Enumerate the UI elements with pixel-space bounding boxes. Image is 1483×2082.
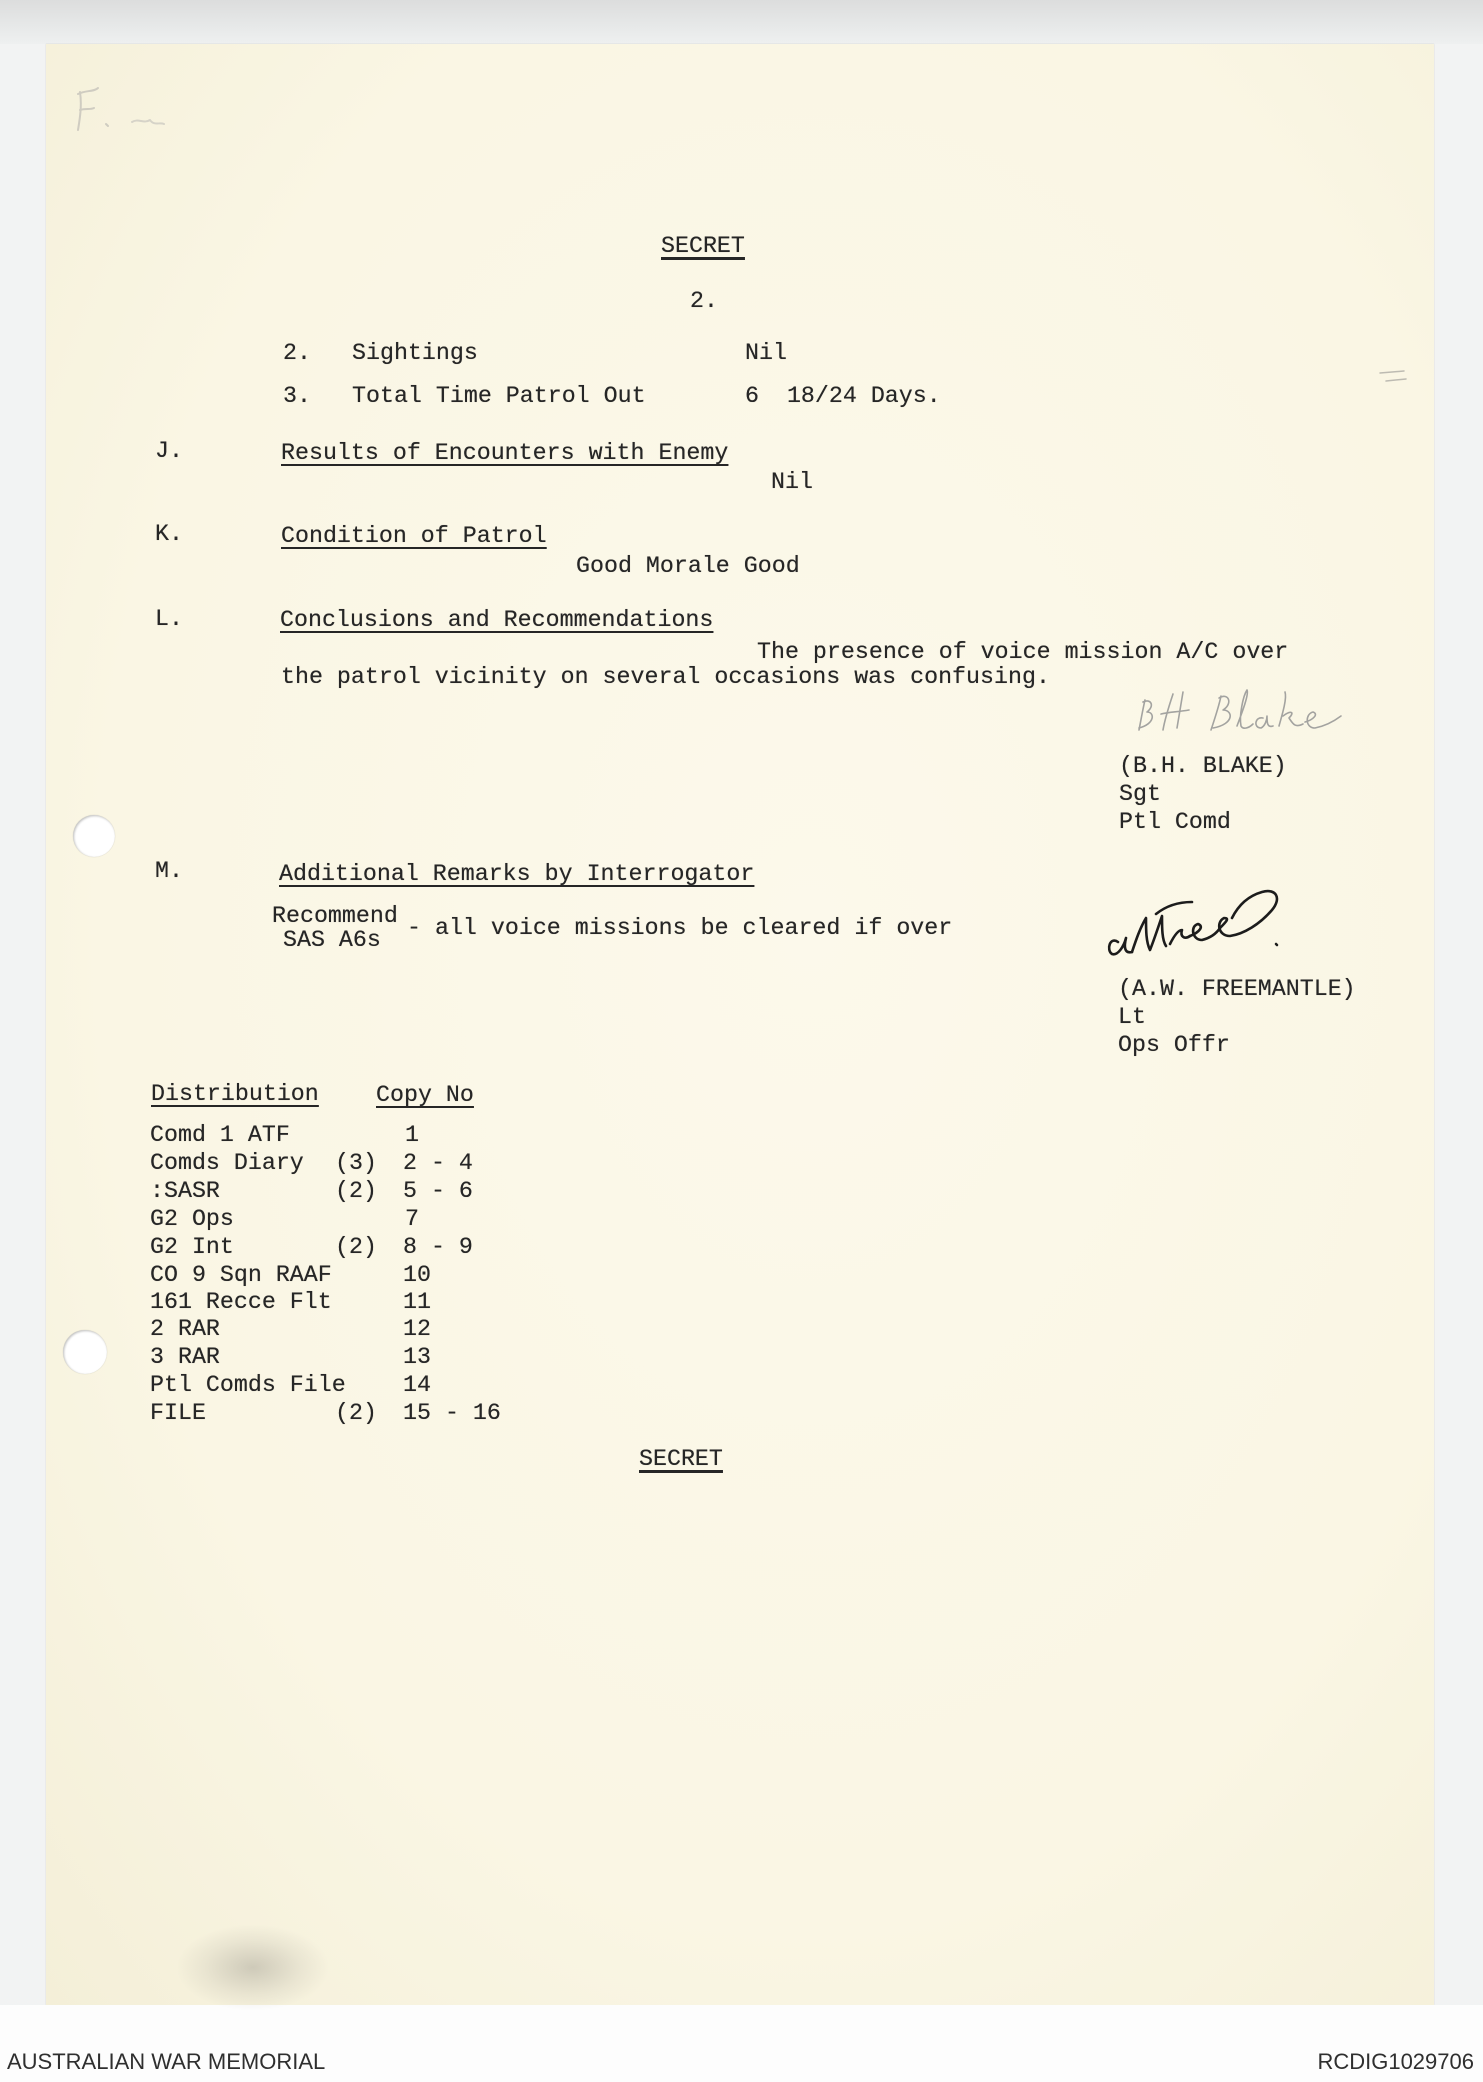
section-letter-j: J. [155,438,183,464]
distribution-recipient: Comd 1 ATF [150,1122,290,1148]
section-heading-condition: Condition of Patrol [281,523,547,549]
distribution-recipient: 3 RAR [150,1344,220,1370]
classification-bottom: SECRET [639,1446,723,1472]
punch-hole [63,1330,107,1374]
distribution-copy: 5 - 6 [403,1178,473,1204]
distribution-count: (2) [335,1234,377,1260]
freemantle-signature [1104,884,1294,964]
distribution-copy: 14 [403,1372,431,1398]
distribution-recipient: 2 RAR [150,1316,220,1342]
distribution-copy: 1 [405,1122,419,1148]
section-text-remarks-line: Recommend [272,903,398,929]
classification-top: SECRET [661,233,745,259]
signatory-name: (B.H. BLAKE) [1119,753,1287,779]
distribution-copy: 15 - 16 [403,1400,501,1426]
distribution-count: (3) [335,1150,377,1176]
distribution-copy: 2 - 4 [403,1150,473,1176]
institution-credit: AUSTRALIAN WAR MEMORIAL [7,2049,326,2074]
record-id: RCDIG1029706 [1317,2049,1474,2074]
section-letter-m: M. [155,858,183,884]
section-text-remarks-line: - all voice missions be cleared if over [407,915,953,941]
scanner-margin-top [0,0,1483,44]
distribution-copy: 12 [403,1316,431,1342]
distribution-recipient: CO 9 Sqn RAAF [150,1262,332,1288]
section-heading-encounters: Results of Encounters with Enemy [281,440,729,466]
distribution-recipient: 161 Recce Flt [150,1289,332,1315]
distribution-copy: 10 [403,1262,431,1288]
distribution-copy: 13 [403,1344,431,1370]
distribution-copy: 7 [405,1206,419,1232]
paper-smudge [178,1925,328,2010]
distribution-heading: Distribution [151,1081,319,1107]
distribution-recipient: Ptl Comds File [150,1372,346,1398]
paper-sheet [46,44,1434,2005]
section-letter-k: K. [155,521,183,547]
item-label-time-out: Total Time Patrol Out [352,383,646,409]
section-text-conclusions-line: the patrol vicinity on several occasions was confusing. [281,664,1050,690]
signatory-rank: Lt [1118,1004,1146,1030]
copy-number-heading: Copy No [376,1082,474,1108]
distribution-recipient: Comds Diary [150,1150,304,1176]
signatory-rank: Sgt [1119,781,1161,807]
item-value-time-out: 6 18/24 Days. [745,383,941,409]
distribution-recipient: G2 Int [150,1234,234,1260]
distribution-recipient: FILE [150,1400,206,1426]
distribution-copy: 11 [403,1289,431,1315]
item-value-sightings: Nil [745,340,787,366]
signatory-name: (A.W. FREEMANTLE) [1118,976,1356,1002]
distribution-count: (2) [335,1178,377,1204]
punch-hole [73,815,115,857]
blake-signature [1133,680,1345,742]
distribution-copy: 8 - 9 [403,1234,473,1260]
margin-marks [1378,366,1410,388]
distribution-recipient: G2 Ops [150,1206,234,1232]
item-number: 2. [283,340,311,366]
section-letter-l: L. [155,606,183,632]
section-text-remarks-line: SAS A6s [283,927,381,953]
section-text-condition: Good Morale Good [576,553,800,579]
item-label-sightings: Sightings [352,340,478,366]
distribution-count: (2) [335,1400,377,1426]
signatory-appointment: Ptl Comd [1119,809,1231,835]
item-number: 3. [283,383,311,409]
page-number: 2. [690,288,718,314]
section-heading-remarks: Additional Remarks by Interrogator [279,861,755,887]
section-heading-conclusions: Conclusions and Recommendations [280,607,714,633]
section-text-encounters: Nil [771,469,813,495]
signatory-appointment: Ops Offr [1118,1032,1230,1058]
distribution-recipient: :SASR [150,1178,220,1204]
section-text-conclusions-line: The presence of voice mission A/C over [757,639,1289,665]
pencil-mark [70,80,170,140]
